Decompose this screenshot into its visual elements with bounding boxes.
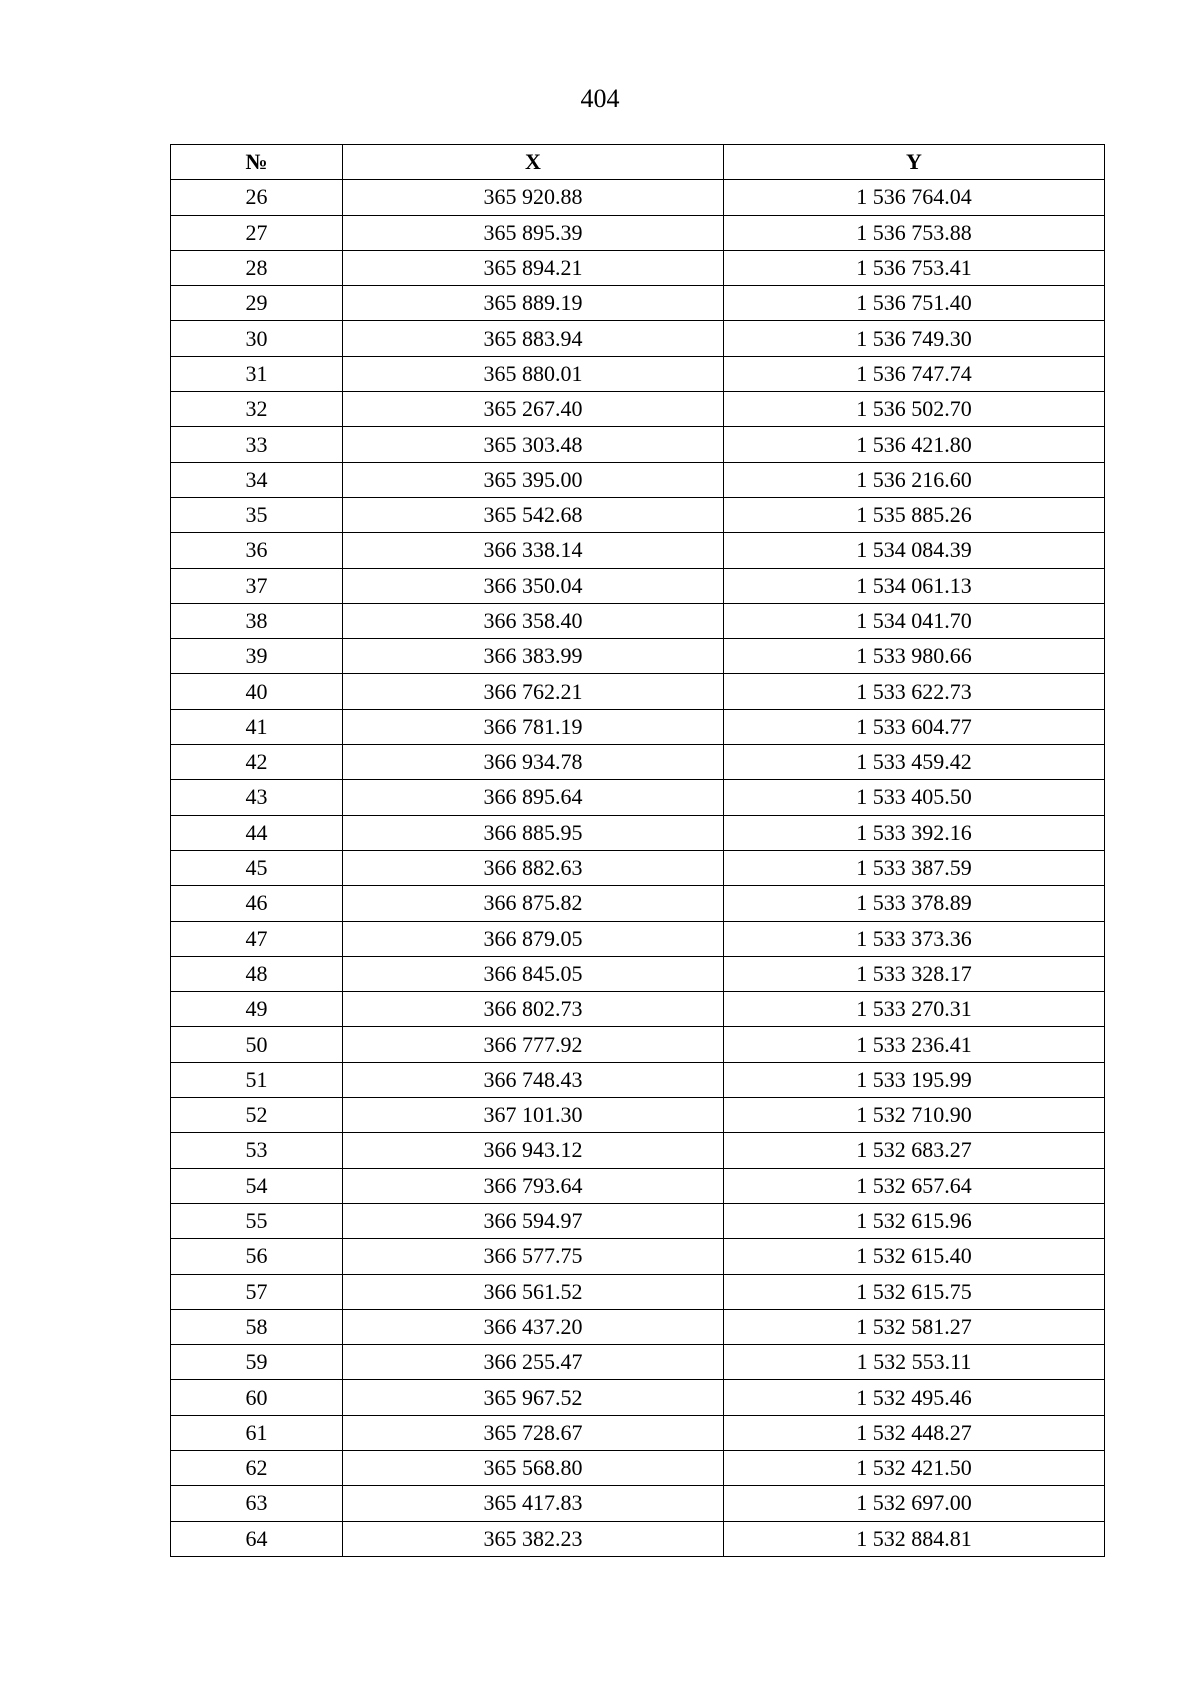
point-number-cell: 41 bbox=[171, 709, 343, 744]
x-coordinate-cell: 366 781.19 bbox=[343, 709, 724, 744]
x-coordinate-cell: 365 417.83 bbox=[343, 1486, 724, 1521]
x-coordinate-cell: 365 967.52 bbox=[343, 1380, 724, 1415]
table-row bbox=[171, 1168, 1105, 1203]
y-coordinate-cell: 1 536 421.80 bbox=[724, 427, 1105, 462]
table-row bbox=[171, 780, 1105, 815]
x-coordinate-cell: 365 568.80 bbox=[343, 1450, 724, 1485]
point-number-cell: 42 bbox=[171, 745, 343, 780]
point-number-cell: 36 bbox=[171, 533, 343, 568]
x-coordinate-cell: 366 793.64 bbox=[343, 1168, 724, 1203]
point-number-cell: 64 bbox=[171, 1521, 343, 1556]
header-y: Y bbox=[724, 145, 1105, 180]
table-row bbox=[171, 1133, 1105, 1168]
point-number-cell: 34 bbox=[171, 462, 343, 497]
y-coordinate-cell: 1 533 195.99 bbox=[724, 1062, 1105, 1097]
table-row bbox=[171, 215, 1105, 250]
point-number-cell: 40 bbox=[171, 674, 343, 709]
table-row bbox=[171, 497, 1105, 532]
x-coordinate-cell: 366 895.64 bbox=[343, 780, 724, 815]
point-number-cell: 31 bbox=[171, 356, 343, 391]
table-row bbox=[171, 674, 1105, 709]
point-number-cell: 55 bbox=[171, 1203, 343, 1238]
table-row bbox=[171, 921, 1105, 956]
point-number-cell: 45 bbox=[171, 850, 343, 885]
table-row bbox=[171, 992, 1105, 1027]
table-row bbox=[171, 392, 1105, 427]
x-coordinate-cell: 365 303.48 bbox=[343, 427, 724, 462]
point-number-cell: 48 bbox=[171, 956, 343, 991]
point-number-cell: 58 bbox=[171, 1309, 343, 1344]
point-number-cell: 26 bbox=[171, 180, 343, 215]
y-coordinate-cell: 1 533 980.66 bbox=[724, 639, 1105, 674]
y-coordinate-cell: 1 533 604.77 bbox=[724, 709, 1105, 744]
x-coordinate-cell: 366 885.95 bbox=[343, 815, 724, 850]
x-coordinate-cell: 366 383.99 bbox=[343, 639, 724, 674]
y-coordinate-cell: 1 532 657.64 bbox=[724, 1168, 1105, 1203]
y-coordinate-cell: 1 532 884.81 bbox=[724, 1521, 1105, 1556]
point-number-cell: 37 bbox=[171, 568, 343, 603]
x-coordinate-cell: 366 748.43 bbox=[343, 1062, 724, 1097]
table-row bbox=[171, 745, 1105, 780]
point-number-cell: 29 bbox=[171, 286, 343, 321]
x-coordinate-cell: 366 934.78 bbox=[343, 745, 724, 780]
point-number-cell: 54 bbox=[171, 1168, 343, 1203]
x-coordinate-cell: 366 762.21 bbox=[343, 674, 724, 709]
point-number-cell: 51 bbox=[171, 1062, 343, 1097]
point-number-cell: 35 bbox=[171, 497, 343, 532]
y-coordinate-cell: 1 532 697.00 bbox=[724, 1486, 1105, 1521]
y-coordinate-cell: 1 534 061.13 bbox=[724, 568, 1105, 603]
y-coordinate-cell: 1 533 459.42 bbox=[724, 745, 1105, 780]
point-number-cell: 62 bbox=[171, 1450, 343, 1485]
x-coordinate-cell: 365 895.39 bbox=[343, 215, 724, 250]
point-number-cell: 63 bbox=[171, 1486, 343, 1521]
y-coordinate-cell: 1 532 421.50 bbox=[724, 1450, 1105, 1485]
point-number-cell: 28 bbox=[171, 250, 343, 285]
y-coordinate-cell: 1 536 747.74 bbox=[724, 356, 1105, 391]
y-coordinate-cell: 1 535 885.26 bbox=[724, 497, 1105, 532]
table-row bbox=[171, 850, 1105, 885]
x-coordinate-cell: 366 594.97 bbox=[343, 1203, 724, 1238]
y-coordinate-cell: 1 536 749.30 bbox=[724, 321, 1105, 356]
point-number-cell: 57 bbox=[171, 1274, 343, 1309]
table-row bbox=[171, 1027, 1105, 1062]
table-row bbox=[171, 1345, 1105, 1380]
y-coordinate-cell: 1 532 683.27 bbox=[724, 1133, 1105, 1168]
table-row bbox=[171, 956, 1105, 991]
x-coordinate-cell: 366 882.63 bbox=[343, 850, 724, 885]
x-coordinate-cell: 366 879.05 bbox=[343, 921, 724, 956]
y-coordinate-cell: 1 536 753.41 bbox=[724, 250, 1105, 285]
table-row bbox=[171, 1309, 1105, 1344]
point-number-cell: 43 bbox=[171, 780, 343, 815]
table-row bbox=[171, 1521, 1105, 1556]
x-coordinate-cell: 365 889.19 bbox=[343, 286, 724, 321]
header-x: X bbox=[343, 145, 724, 180]
point-number-cell: 38 bbox=[171, 603, 343, 638]
point-number-cell: 52 bbox=[171, 1098, 343, 1133]
y-coordinate-cell: 1 534 041.70 bbox=[724, 603, 1105, 638]
x-coordinate-cell: 366 350.04 bbox=[343, 568, 724, 603]
point-number-cell: 46 bbox=[171, 886, 343, 921]
table-row bbox=[171, 321, 1105, 356]
x-coordinate-cell: 366 802.73 bbox=[343, 992, 724, 1027]
y-coordinate-cell: 1 536 216.60 bbox=[724, 462, 1105, 497]
x-coordinate-cell: 365 883.94 bbox=[343, 321, 724, 356]
point-number-cell: 59 bbox=[171, 1345, 343, 1380]
y-coordinate-cell: 1 532 581.27 bbox=[724, 1309, 1105, 1344]
table-row bbox=[171, 356, 1105, 391]
table-row bbox=[171, 427, 1105, 462]
y-coordinate-cell: 1 536 502.70 bbox=[724, 392, 1105, 427]
coordinates-table bbox=[170, 144, 1105, 1557]
table-row bbox=[171, 1415, 1105, 1450]
x-coordinate-cell: 365 267.40 bbox=[343, 392, 724, 427]
y-coordinate-cell: 1 532 615.75 bbox=[724, 1274, 1105, 1309]
x-coordinate-cell: 366 561.52 bbox=[343, 1274, 724, 1309]
table-row bbox=[171, 1486, 1105, 1521]
y-coordinate-cell: 1 532 553.11 bbox=[724, 1345, 1105, 1380]
x-coordinate-cell: 367 101.30 bbox=[343, 1098, 724, 1133]
point-number-cell: 53 bbox=[171, 1133, 343, 1168]
y-coordinate-cell: 1 533 387.59 bbox=[724, 850, 1105, 885]
table-row bbox=[171, 639, 1105, 674]
table-row bbox=[171, 533, 1105, 568]
table-body bbox=[171, 180, 1105, 1557]
point-number-cell: 61 bbox=[171, 1415, 343, 1450]
x-coordinate-cell: 365 894.21 bbox=[343, 250, 724, 285]
header-row bbox=[171, 145, 1105, 180]
table-row bbox=[171, 886, 1105, 921]
y-coordinate-cell: 1 533 622.73 bbox=[724, 674, 1105, 709]
x-coordinate-cell: 366 777.92 bbox=[343, 1027, 724, 1062]
x-coordinate-cell: 365 395.00 bbox=[343, 462, 724, 497]
table-row bbox=[171, 286, 1105, 321]
table-row bbox=[171, 603, 1105, 638]
point-number-cell: 44 bbox=[171, 815, 343, 850]
table-row bbox=[171, 1239, 1105, 1274]
x-coordinate-cell: 366 338.14 bbox=[343, 533, 724, 568]
y-coordinate-cell: 1 532 615.40 bbox=[724, 1239, 1105, 1274]
point-number-cell: 50 bbox=[171, 1027, 343, 1062]
y-coordinate-cell: 1 533 405.50 bbox=[724, 780, 1105, 815]
table-row bbox=[171, 1274, 1105, 1309]
page-number: 404 bbox=[580, 84, 620, 113]
table-row bbox=[171, 1098, 1105, 1133]
point-number-cell: 27 bbox=[171, 215, 343, 250]
x-coordinate-cell: 366 437.20 bbox=[343, 1309, 724, 1344]
x-coordinate-cell: 366 845.05 bbox=[343, 956, 724, 991]
point-number-cell: 39 bbox=[171, 639, 343, 674]
x-coordinate-cell: 366 943.12 bbox=[343, 1133, 724, 1168]
x-coordinate-cell: 366 255.47 bbox=[343, 1345, 724, 1380]
x-coordinate-cell: 366 875.82 bbox=[343, 886, 724, 921]
table-header bbox=[171, 145, 1105, 180]
y-coordinate-cell: 1 536 753.88 bbox=[724, 215, 1105, 250]
y-coordinate-cell: 1 533 378.89 bbox=[724, 886, 1105, 921]
y-coordinate-cell: 1 533 373.36 bbox=[724, 921, 1105, 956]
y-coordinate-cell: 1 536 751.40 bbox=[724, 286, 1105, 321]
x-coordinate-cell: 365 880.01 bbox=[343, 356, 724, 391]
y-coordinate-cell: 1 534 084.39 bbox=[724, 533, 1105, 568]
header-number: № bbox=[171, 145, 343, 180]
table-row bbox=[171, 1380, 1105, 1415]
y-coordinate-cell: 1 532 710.90 bbox=[724, 1098, 1105, 1133]
y-coordinate-cell: 1 533 392.16 bbox=[724, 815, 1105, 850]
x-coordinate-cell: 366 577.75 bbox=[343, 1239, 724, 1274]
x-coordinate-cell: 365 382.23 bbox=[343, 1521, 724, 1556]
y-coordinate-cell: 1 533 270.31 bbox=[724, 992, 1105, 1027]
x-coordinate-cell: 366 358.40 bbox=[343, 603, 724, 638]
table-row bbox=[171, 1062, 1105, 1097]
y-coordinate-cell: 1 536 764.04 bbox=[724, 180, 1105, 215]
table-row bbox=[171, 250, 1105, 285]
table-row bbox=[171, 462, 1105, 497]
y-coordinate-cell: 1 532 615.96 bbox=[724, 1203, 1105, 1238]
table-row bbox=[171, 568, 1105, 603]
table-row bbox=[171, 815, 1105, 850]
y-coordinate-cell: 1 532 448.27 bbox=[724, 1415, 1105, 1450]
point-number-cell: 56 bbox=[171, 1239, 343, 1274]
x-coordinate-cell: 365 728.67 bbox=[343, 1415, 724, 1450]
table-row bbox=[171, 180, 1105, 215]
point-number-cell: 32 bbox=[171, 392, 343, 427]
table-row bbox=[171, 1203, 1105, 1238]
table-row bbox=[171, 709, 1105, 744]
x-coordinate-cell: 365 920.88 bbox=[343, 180, 724, 215]
table-row bbox=[171, 1450, 1105, 1485]
y-coordinate-cell: 1 533 328.17 bbox=[724, 956, 1105, 991]
y-coordinate-cell: 1 532 495.46 bbox=[724, 1380, 1105, 1415]
y-coordinate-cell: 1 533 236.41 bbox=[724, 1027, 1105, 1062]
point-number-cell: 60 bbox=[171, 1380, 343, 1415]
point-number-cell: 49 bbox=[171, 992, 343, 1027]
point-number-cell: 30 bbox=[171, 321, 343, 356]
x-coordinate-cell: 365 542.68 bbox=[343, 497, 724, 532]
point-number-cell: 33 bbox=[171, 427, 343, 462]
point-number-cell: 47 bbox=[171, 921, 343, 956]
